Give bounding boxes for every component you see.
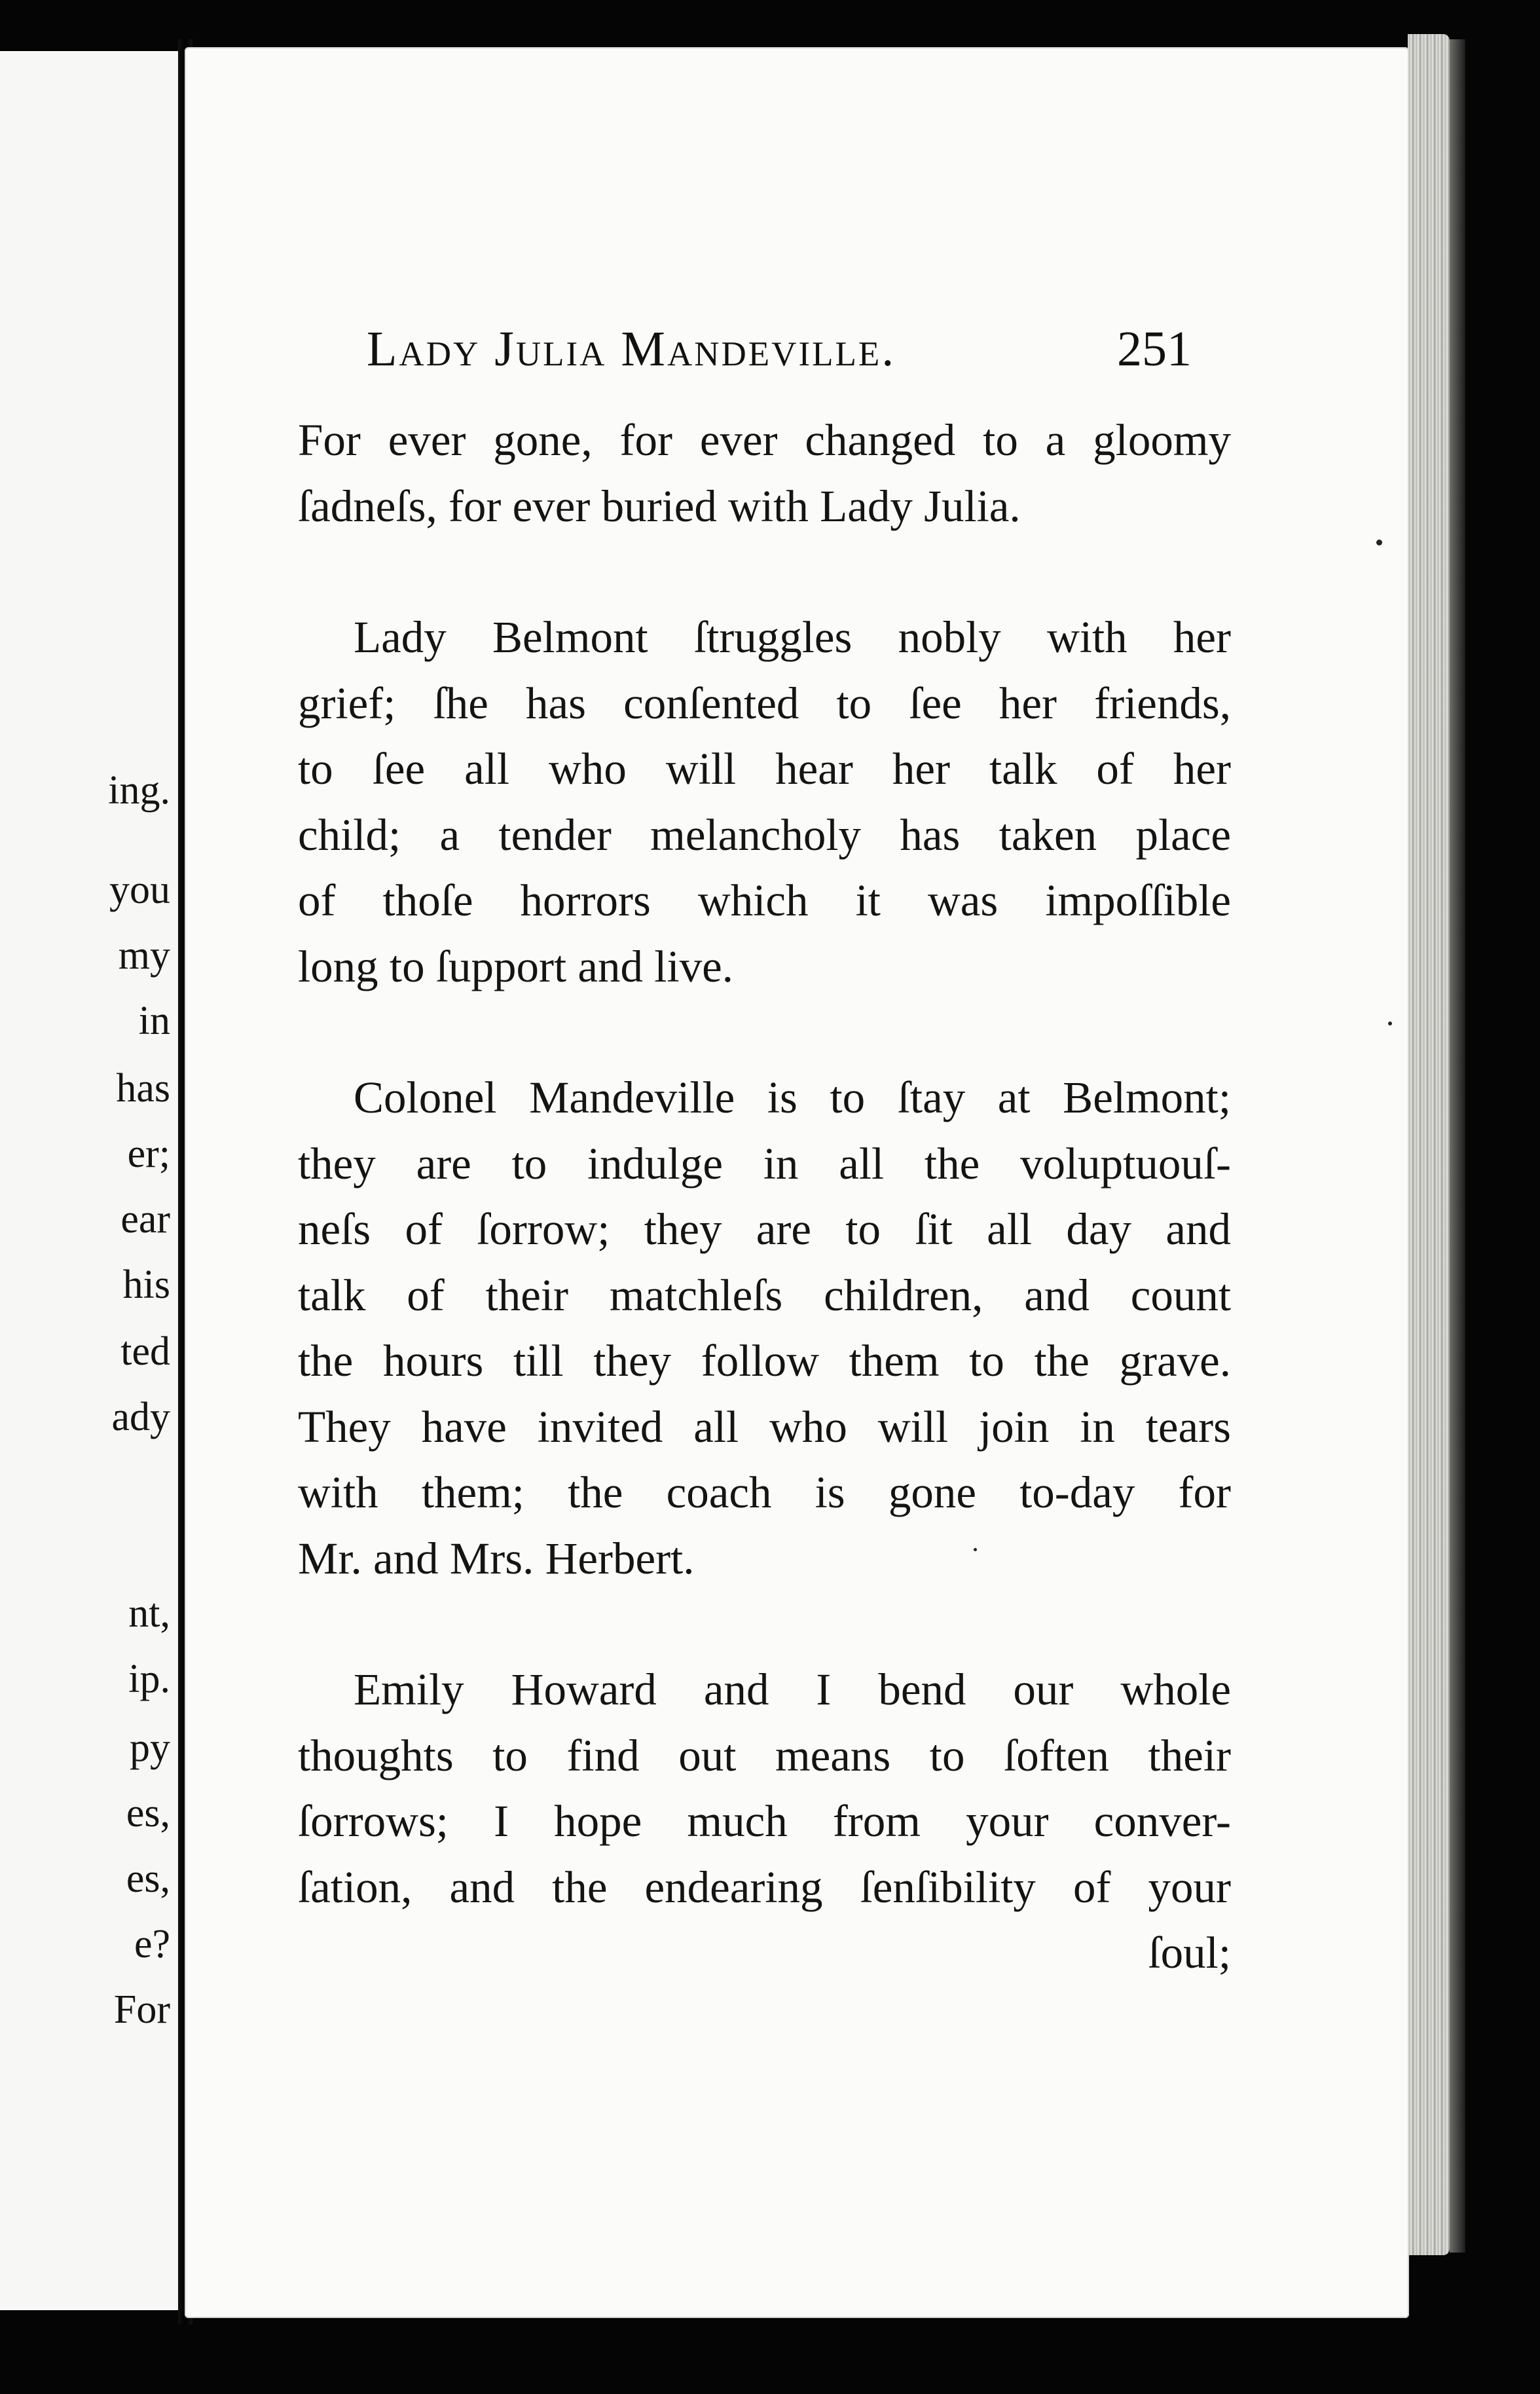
text-line: ſorrows; I hope much from your conver-: [298, 1796, 1231, 1846]
running-title: Lady Julia Mandeville.: [367, 322, 896, 377]
text-line: long to ſupport and live.: [298, 941, 734, 991]
text-line: ſation, and the endearing ſenſibility of your: [298, 1862, 1231, 1912]
body-text: [298, 407, 1231, 1986]
facing-page-fragment: ady: [111, 1395, 170, 1439]
text-line: of thoſe horrors which it was impoſſible: [298, 875, 1231, 925]
text-line: Mr. and Mrs. Herbert.: [298, 1533, 695, 1583]
ink-speck: [1388, 1022, 1392, 1025]
facing-page-fragment: his: [122, 1262, 170, 1307]
facing-page-fragment: ing.: [108, 768, 170, 813]
text-line: child; a tender melancholy has taken place: [298, 809, 1231, 860]
running-head: [367, 321, 1192, 380]
facing-page: [0, 51, 180, 2310]
facing-page-fragment: has: [116, 1066, 170, 1111]
text-line: ſadneſs, for ever buried with Lady Julia.: [298, 481, 1021, 531]
page-edge-shadow: [1450, 39, 1465, 2253]
text-line: Emily Howard and I bend our whole: [354, 1665, 1231, 1714]
text-line: to ſee all who will hear her talk of her: [298, 744, 1231, 794]
text-line: with them; the coach is gone to-day for: [298, 1467, 1231, 1517]
facing-page-fragment: ip.: [128, 1657, 170, 1701]
text-line: grief; ſhe has conſented to ſee her friends,: [298, 678, 1231, 728]
paragraph: [298, 1657, 1231, 1986]
facing-page-fragment: my: [118, 933, 170, 978]
text-line: thoughts to find out means to ſoften their: [298, 1730, 1231, 1780]
facing-page-fragment: py: [130, 1725, 170, 1770]
paragraph: [298, 604, 1231, 999]
paragraph: [298, 1065, 1231, 1591]
page-edges: [1408, 34, 1450, 2255]
text-line: For ever gone, for ever changed to a gloomy: [298, 415, 1231, 465]
facing-page-fragment: es,: [126, 1856, 170, 1901]
text-line: the hours till they follow them to the grave.: [298, 1336, 1231, 1386]
facing-page-fragment: er;: [127, 1132, 170, 1176]
facing-page-fragment: es,: [126, 1791, 170, 1835]
facing-page-fragment: ear: [120, 1197, 170, 1242]
facing-page-fragment: ted: [120, 1329, 170, 1374]
catchword: ſoul;: [1148, 1928, 1231, 1978]
ink-speck: [1376, 540, 1382, 545]
facing-page-fragment: in: [138, 999, 170, 1043]
facing-page-fragment: e?: [134, 1922, 170, 1966]
text-line: Colonel Mandeville is to ſtay at Belmont;: [354, 1073, 1231, 1122]
facing-page-fragment: For: [113, 1987, 170, 2032]
paragraph: [298, 407, 1231, 539]
text-line: Lady Belmont ſtruggles nobly with her: [354, 612, 1231, 662]
text-line: talk of their matchleſs children, and count: [298, 1270, 1231, 1320]
text-line: neſs of ſorrow; they are to ſit all day and: [298, 1204, 1231, 1254]
text-line: they are to indulge in all the voluptuouſ-: [298, 1138, 1231, 1188]
page-number: 251: [1117, 322, 1192, 377]
facing-page-fragment: nt,: [128, 1591, 170, 1636]
text-line: They have invited all who will join in tears: [298, 1401, 1231, 1452]
facing-page-fragment: you: [109, 868, 170, 912]
